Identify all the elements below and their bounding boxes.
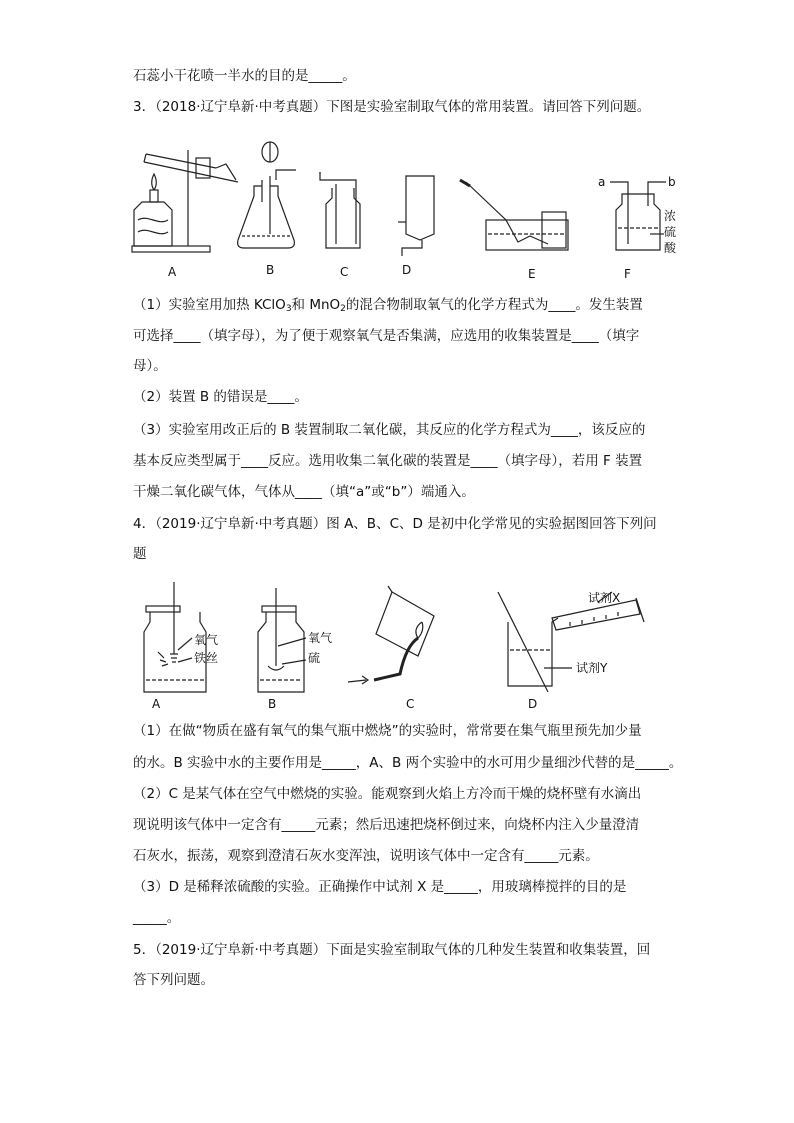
- label-port-b: b: [668, 175, 676, 189]
- apparatus-e: [460, 180, 568, 250]
- label-c: C: [340, 265, 349, 279]
- question-5-header: 5．（2019·辽宁阜新·中考真题）下面是实验室制取气体的几种发生装置和收集装置，回: [133, 942, 651, 958]
- text-line: 石灰水，振荡，观察到澄清石灰水变浑浊，说明该气体中一定含有_____元素。: [133, 848, 599, 864]
- figure-gas-apparatus: [130, 140, 690, 290]
- experiment-b: [258, 588, 306, 692]
- experiment-c: [348, 586, 434, 684]
- label-oxygen-b: 氧气: [308, 631, 333, 645]
- text-line: 题: [133, 546, 147, 562]
- label-sulfur: 硫: [308, 651, 321, 665]
- label-c: C: [406, 697, 415, 711]
- label-d: D: [402, 263, 412, 277]
- label-suan: 酸: [664, 241, 677, 255]
- question-4-header: 4．（2019·辽宁阜新·中考真题）图 A、B、C、D 是初中化学常见的实验据图回答下列问: [133, 516, 657, 532]
- text-line: 答下列问题。: [133, 972, 214, 988]
- label-d: D: [528, 697, 538, 711]
- label-oxygen-a: 氧气: [194, 633, 219, 647]
- label-iron-wire: 铁丝: [194, 651, 219, 665]
- label-reagent-y: 试剂Y: [576, 661, 608, 675]
- text-line: （3）D 是稀释浓硫酸的实验。正确操作中试剂 X 是_____，用玻璃棒搅拌的目的是: [133, 879, 627, 895]
- label-port-a: a: [598, 175, 606, 189]
- label-a: A: [152, 697, 161, 711]
- text-line: （1）在做“物质在盛有氧气的集气瓶中燃烧”的实验时，常常要在集气瓶里预先加少量: [133, 723, 642, 739]
- label-e: E: [528, 267, 536, 281]
- label-f: F: [624, 267, 631, 281]
- label-nong: 浓: [664, 209, 677, 223]
- apparatus-c: [320, 172, 360, 248]
- text-line: 的水。B 实验中水的主要作用是_____，A、B 两个实验中的水可用少量细沙代替的是_____。: [133, 755, 683, 771]
- apparatus-d: [398, 176, 434, 256]
- label-reagent-x: 试剂X: [588, 591, 621, 605]
- text-line: （3）实验室用改正后的 B 装置制取二氧化碳，其反应的化学方程式为____，该反应的: [133, 422, 646, 438]
- label-a: A: [168, 265, 177, 279]
- label-b: B: [266, 263, 275, 277]
- apparatus-b: [238, 142, 296, 248]
- text-line: 石蕊小干花喷一半水的目的是_____。: [133, 68, 356, 84]
- apparatus-a: [132, 150, 238, 252]
- text-line: （2）装置 B 的错误是____。: [133, 389, 308, 405]
- text-line: _____。: [133, 910, 181, 926]
- text-line: 现说明该气体中一定含有_____元素；然后迅速把烧杯倒过来，向烧杯内注入少量澄清: [133, 817, 640, 833]
- text-line: （1）实验室用加热 KClO$_3$和 MnO$_2$的混合物制取氧气的化学方程式为____。发生装置: [133, 297, 643, 314]
- text-line: 母）。: [133, 358, 167, 374]
- text-line: 可选择____（填字母），为了便于观察氧气是否集满，应选用的收集装置是____（填字: [133, 328, 640, 344]
- text-line: 基本反应类型属于____反应。选用收集二氧化碳的装置是____（填字母），若用 F 装置: [133, 453, 643, 469]
- text-line: （2）C 是某气体在空气中燃烧的实验。能观察到火焰上方冷而干燥的烧杯壁有水滴出: [133, 786, 642, 802]
- figure-experiments: [130, 582, 670, 712]
- experiment-d: [498, 592, 644, 692]
- apparatus-f: [610, 182, 666, 250]
- text-line: 干燥二氧化碳气体，气体从____（填“a”或“b”）端通入。: [133, 484, 475, 500]
- label-liu: 硫: [664, 225, 677, 239]
- label-b: B: [268, 697, 277, 711]
- question-3-header: 3．（2018·辽宁阜新·中考真题）下图是实验室制取气体的常用装置。请回答下列问题。: [133, 99, 651, 115]
